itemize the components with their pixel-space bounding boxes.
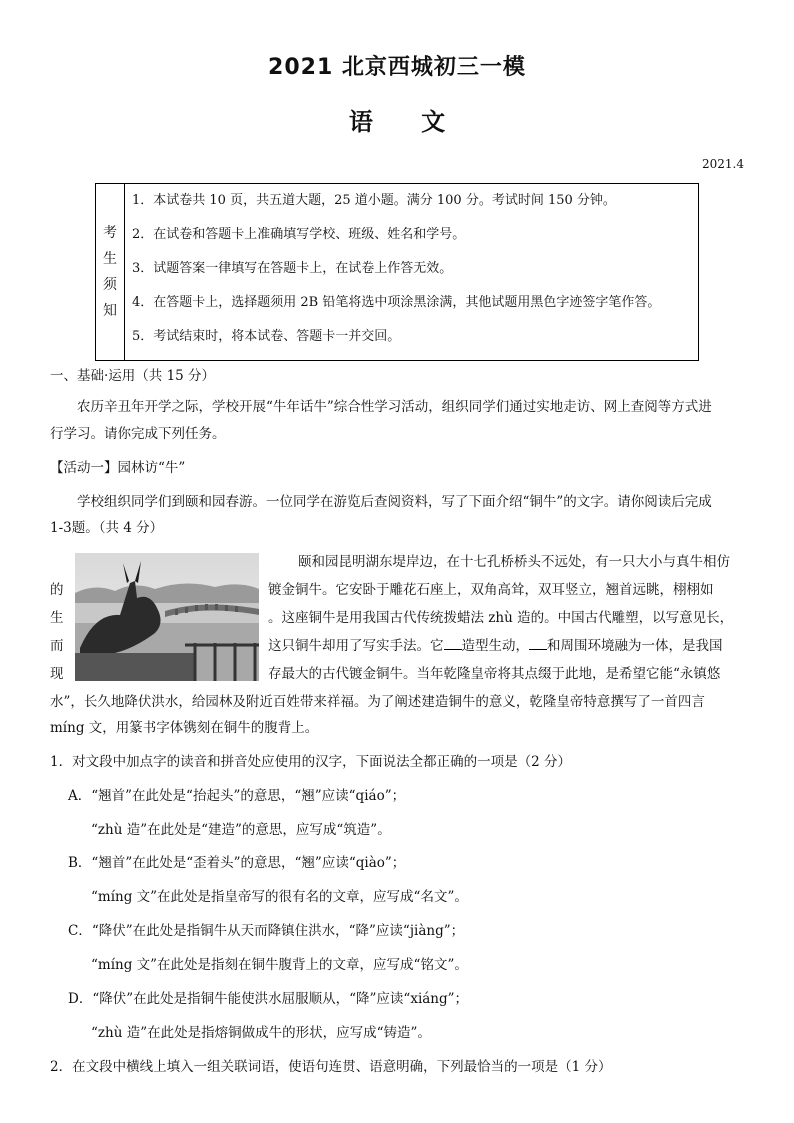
passage-line-left: 的 [50, 582, 64, 598]
subject-title: 语 文 [348, 108, 446, 136]
activity-intro-line: 学校组织同学们到颐和园春游。一位同学在游览后查阅资料，写了下面介绍“铜牛”的文字。请你阅读后完成 [77, 494, 712, 510]
passage-text: 和周围环境融为一体，是我国 [547, 638, 723, 654]
option-b-cont: “míng 文”在此处是指皇帝写的很有名的文章，应写成“名文”。 [91, 889, 468, 905]
option-d: D．“降伏”在此处是指铜牛能使洪水屈服顺从，“降”应读“xiáng”； [68, 991, 469, 1007]
option-a: A．“翘首”在此处是“抬起头”的意思，“翘”应读“qiáo”； [68, 788, 406, 804]
notice-item: 5．考试结束时，将本试卷、答题卡一并交回。 [132, 329, 401, 344]
notice-label-char: 生 [103, 251, 117, 267]
option-d-cont: “zhù 造”在此处是指熔铜做成牛的形状，应写成“铸造”。 [91, 1025, 431, 1041]
bronze-ox-image [75, 553, 259, 681]
activity-heading: 【活动一】园林访“牛” [50, 460, 186, 476]
passage-line: 镀金铜牛。它安卧于雕花石座上，双角高耸，双耳竖立，翘首远眺，栩栩如 [268, 582, 714, 598]
notice-label-char: 考 [103, 225, 117, 241]
notice-item: 4．在答题卡上，选择题须用 2B 铅笔将选中项涂黑涂满，其他试题用黑色字迹签字笔作答。 [132, 295, 661, 310]
question-1-stem: 1．对文段中加点字的读音和拼音处应使用的汉字，下面说法全都正确的一项是（2 分） [50, 754, 571, 770]
passage-text: 造型生动， [461, 638, 529, 654]
option-b: B．“翘首”在此处是“歪着头”的意思，“翘”应读“qiào”； [68, 855, 406, 871]
intro-line: 行学习。请你完成下列任务。 [50, 426, 226, 442]
passage-line [268, 632, 723, 660]
passage-line: míng 文，用篆书字体镌刻在铜牛的腹背上。 [50, 720, 319, 736]
exam-date: 2021.4 [702, 157, 744, 171]
option-c-cont: “míng 文”在此处是指刻在铜牛腹背上的文章，应写成“铭文”。 [91, 957, 468, 973]
option-c: C．“降伏”在此处是指铜牛从天而降镇住洪水，“降”应读“jiàng”； [68, 923, 465, 939]
notice-label-char: 须 [103, 277, 117, 293]
intro-line: 农历辛丑年开学之际，学校开展“牛年话牛”综合性学习活动，组织同学们通过实地走访、网上查阅等方式进 [77, 399, 712, 415]
notice-label-char: 知 [103, 303, 117, 319]
notice-item: 2．在试卷和答题卡上准确填写学校、班级、姓名和学号。 [132, 227, 466, 242]
section-heading: 一、基础·运用（共 15 分） [50, 368, 216, 384]
notice-items [132, 188, 660, 358]
passage-line: 水”，长久地降伏洪水，给园林及附近百姓带来祥福。为了阐述建造铜牛的意义，乾隆皇帝特意撰写了一首四言 [50, 694, 705, 710]
blank-line [529, 637, 547, 650]
candidate-notice-box [95, 183, 699, 361]
question-2-stem: 2．在文段中横线上填入一组关联词语，使语句连贯、语意明确，下列最恰当的一项是（1 分） [50, 1059, 612, 1075]
passage-line: 。这座铜牛是用我国古代传统拨蜡法 zhù 造的。中国古代雕塑，以写意见长， [268, 610, 734, 626]
notice-item: 1．本试卷共 10 页，共五道大题，25 道小题。满分 100 分。考试时间 150 分钟。 [132, 193, 616, 208]
bronze-ox-photo [75, 553, 259, 681]
passage-line-left: 而 [50, 638, 64, 654]
passage-line-left: 生 [50, 610, 64, 626]
passage-line: 存最大的古代镀金铜牛。当年乾隆皇帝将其点缀于此地，是希望它能“永镇悠 [268, 666, 721, 682]
notice-label [96, 184, 125, 360]
passage-line-left: 现 [50, 666, 64, 682]
option-a-cont: “zhù 造”在此处是“建造”的意思，应写成“筑造”。 [91, 822, 391, 838]
activity-intro-line: 1-3题。（共 4 分） [50, 520, 164, 536]
exam-title: 2021 北京西城初三一模 [268, 55, 526, 80]
passage-text: 这只铜牛却用了写实手法。它 [268, 638, 444, 654]
blank-line [444, 637, 462, 650]
passage-line: 颐和园昆明湖东堤岸边，在十七孔桥桥头不远处，有一只大小与真牛相仿 [298, 554, 730, 570]
notice-item: 3．试题答案一律填写在答题卡上，在试卷上作答无效。 [132, 261, 453, 276]
